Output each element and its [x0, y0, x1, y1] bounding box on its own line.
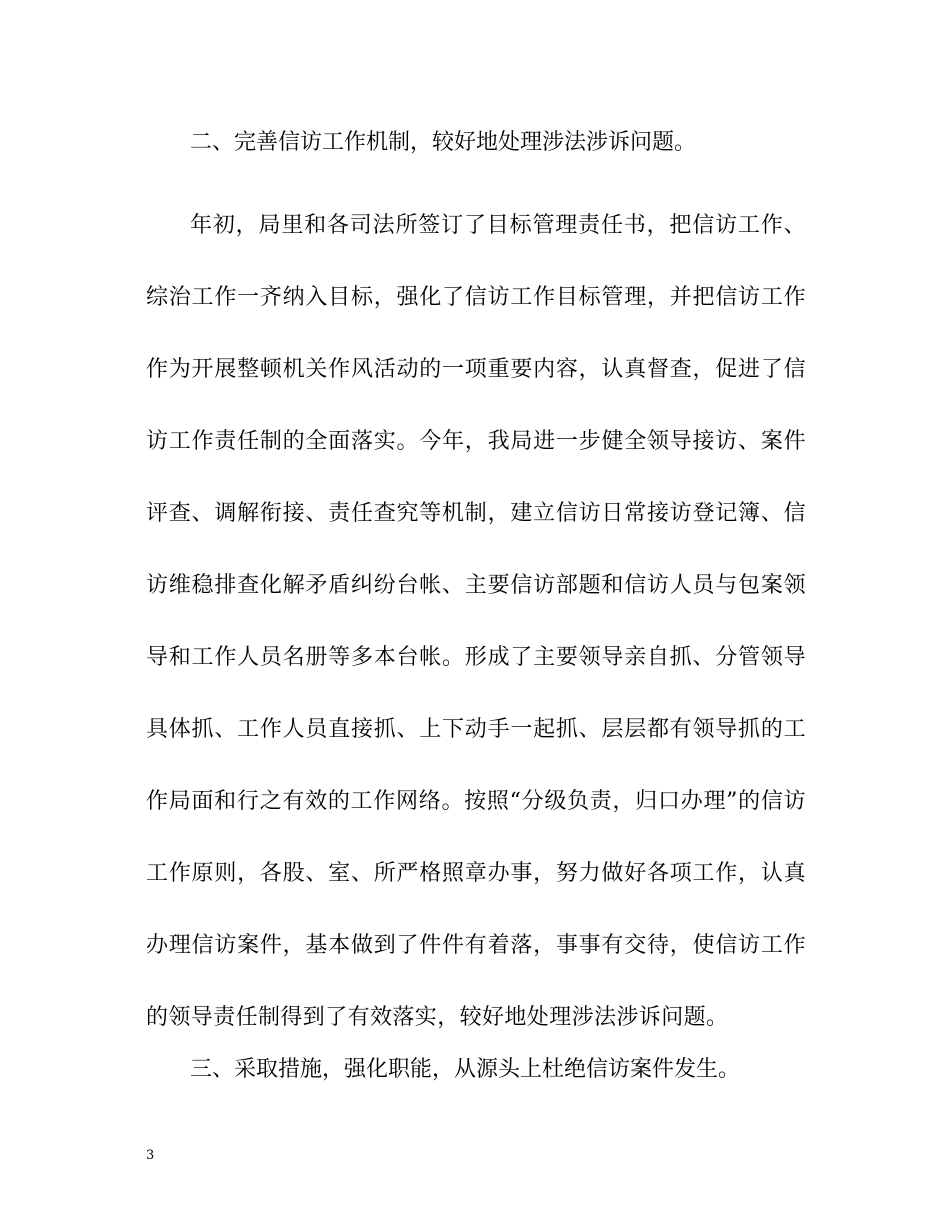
body-paragraph: 年初，局里和各司法所签订了目标管理责任书，把信访工作、综治工作一齐纳入目标，强化了信访工作目标管理，并把信访工作作为开展整顿机关作风活动的一项重要内容，认真督查，促进了信访工作责任制的全面落实。今年，我局进一步健全领导接访、案件评查、调解衔接、责任查究等机制，建立信访日常接访登记簿、信访维稳排查化解矛盾纠纷台帐、主要信访部题和信访人员与包案领导和工作人员名册等多本台帐。形成了主要领导亲自抓、分管领导具体抓、工作人员直接抓、上下动手一起抓、层层都有领导抓的工作局面和行之有效的工作网络。按照“分级负责，归口办理”的信访工作原则，各股、室、所严格照章办事，努力做好各项工作，认真办理信访案件，基本做到了件件有着落，事事有交待，使信访工作的领导责任制得到了有效落实，较好地处理涉法涉诉问题。 [146, 213, 806, 1030]
page-number: 3 [146, 1148, 155, 1163]
section-heading-3: 三、采取措施，强化职能，从源头上杜绝信访案件发生。 [190, 1057, 741, 1082]
section-heading-2: 二、完善信访工作机制，较好地处理涉法涉诉问题。 [190, 130, 697, 155]
